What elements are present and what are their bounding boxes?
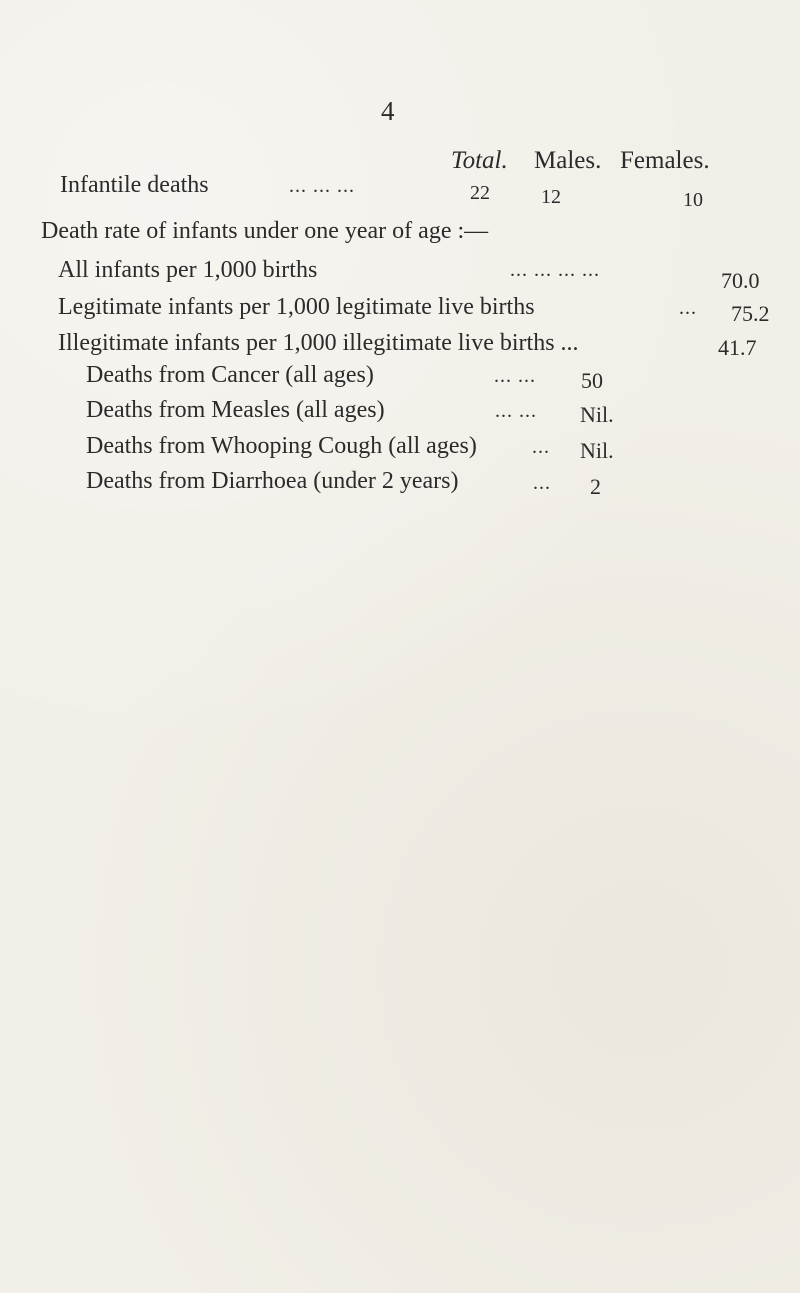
infantile-deaths-females: 10 <box>683 189 703 211</box>
death-value-cancer: 50 <box>581 368 603 393</box>
death-dots-measles: ... ... <box>495 400 537 422</box>
column-header-males: Males. <box>534 147 602 174</box>
death-dots-diarrhoea: ... <box>533 472 551 494</box>
page-number: 4 <box>381 96 395 126</box>
death-label-whooping-cough: Deaths from Whooping Cough (all ages) <box>86 433 477 459</box>
death-dots-whooping-cough: ... <box>532 436 550 458</box>
death-label-cancer: Deaths from Cancer (all ages) <box>86 362 374 388</box>
death-value-diarrhoea: 2 <box>590 474 601 499</box>
column-header-females: Females. <box>620 147 710 174</box>
infantile-deaths-label: Infantile deaths <box>60 172 209 198</box>
rate-section-title: Death rate of infants under one year of age :— <box>41 218 489 244</box>
rate-value-illegitimate: 41.7 <box>718 335 757 360</box>
death-label-diarrhoea: Deaths from Diarrhoea (under 2 years) <box>86 468 459 494</box>
death-value-whooping-cough: Nil. <box>580 438 614 463</box>
rate-dots-all-infants: ... ... ... ... <box>510 259 600 281</box>
rate-label-illegitimate: Illegitimate infants per 1,000 illegitimate live births ... <box>58 330 579 356</box>
death-label-measles: Deaths from Measles (all ages) <box>86 397 385 423</box>
rate-label-legitimate: Legitimate infants per 1,000 legitimate live births <box>58 294 535 320</box>
rate-label-all-infants: All infants per 1,000 births <box>58 257 318 283</box>
infantile-deaths-total: 22 <box>470 182 490 204</box>
death-dots-cancer: ... ... <box>494 365 536 387</box>
rate-value-legitimate: 75.2 <box>731 301 770 326</box>
column-header-total: Total. <box>451 147 508 174</box>
rate-dots-legitimate: ... <box>679 297 697 319</box>
infantile-deaths-males: 12 <box>541 186 561 208</box>
death-value-measles: Nil. <box>580 402 614 427</box>
rate-value-all-infants: 70.0 <box>721 268 760 293</box>
infantile-deaths-dots: ... ... ... <box>289 175 355 197</box>
